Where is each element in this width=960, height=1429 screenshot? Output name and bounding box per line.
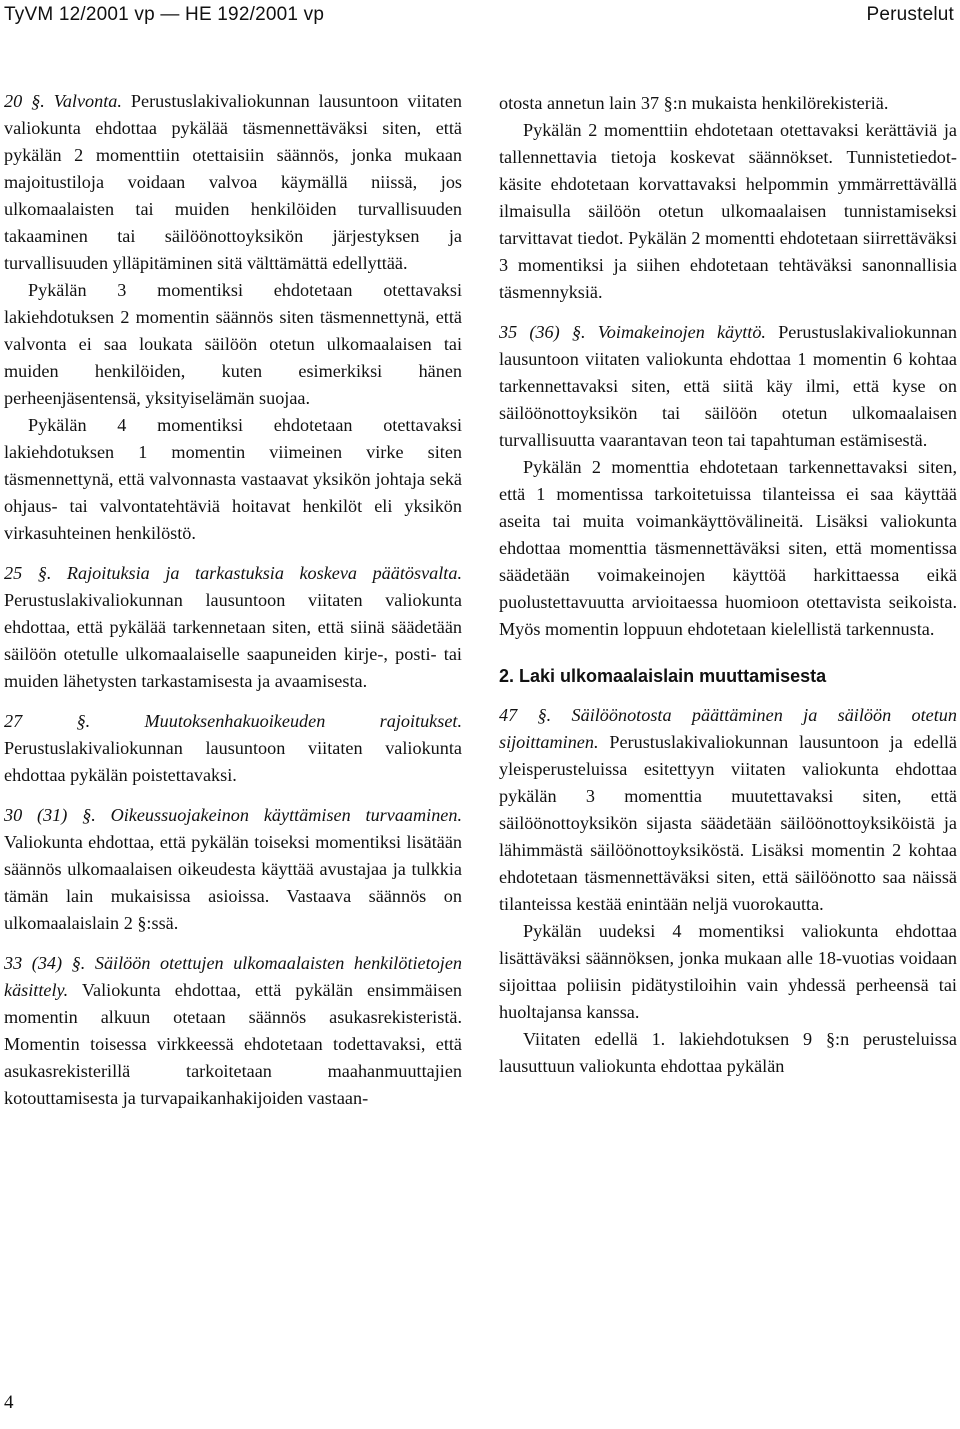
section-30-title: 30 (31) §. Oikeussuojakeinon käyttämisen turvaaminen. [4, 805, 462, 825]
section-35-title: 35 (36) §. Voimakeinojen käyttö. [499, 322, 766, 342]
section-20-p2: Pykälän 3 momentiksi ehdotetaan otettavaksi lakiehdotuksen 2 momentin säännös siten täsmennettynä, että valvonta ei saa loukata säilöön otetun ulkomaalaisen tai muiden henkilöiden, kuten esimerkiksi hänen perheenjäsentensä, yksityiselämän suojaa. [4, 280, 462, 408]
section-heading-2: 2. Laki ulkomaalaislain muuttamisesta [499, 666, 827, 686]
section-47-p1: 47 §. Säilöönotosta päättäminen ja säilöön otetun sijoittaminen. Perustuslakivaliokunnan lausuntoon ja edellä yleisperusteluissa esitettyyn viitaten valiokunta ehdottaa pykälän 3 momenttia muutettavaksi siten, että säilöönottoyksikön sijasta säädetään säilöönottoyksiköistä ja lähimmästä säilöönottoyksiköstä. Lisäksi momentin 2 kohtaa ehdotetaan täsmennettäväksi siten, että säilöönotto saa näissä tilanteissa kestää enintään neljä vuorokautta. [499, 705, 958, 914]
section-33: 33 (34) §. Säilöön otettujen ulkomaalaisten henkilötietojen käsittely. Valiokunta ehdottaa, että pykälän ensimmäisen momentin alkuun otetaan säännös asukasrekisteristä. Momentin toisessa virkkeessä ehdotetaan todettavaksi, että asukasrekisterillä tarkoitetaan maahanmuuttajien kotouttamisesta ja turvapaikanhakijoiden vastaan- [4, 953, 463, 1108]
section-20-p1: 20 §. Valvonta. Perustuslakivaliokunnan lausuntoon viitaten valiokunta ehdottaa pykälää täsmennettäväksi siten, että pykälän 2 momenttiin otettaisiin säännös, jonka mukaan majoitustiloja voidaan valvoa käymällä niissä, jos ulkomaalaisten tai muiden henkilöiden turvallisuuden takaaminen tai säilöönottoyksikön järjestyksen ja turvallisuuden ylläpitäminen sitä välttämättä edellyttää. [4, 91, 463, 273]
continued-paragraph: otosta annetun lain 37 §:n mukaista henkilörekisteriä. [499, 93, 889, 113]
section-33-title: 33 (34) §. Säilöön otettujen ulkomaalaisten henkilötietojen käsittely. [4, 953, 462, 1000]
section-35-p1: 35 (36) §. Voimakeinojen käyttö. Perustuslakivaliokunnan lausuntoon viitaten valiokunta ehdottaa 1 momentin 6 kohtaa tarkennettavaksi siten, että siitä käy ilmi, että kyse on säilöönottoyksikön tai säilöön otetun ulkomaalaisen turvallisuutta vaarantavan teon tai tapahtuman estämisestä. [499, 322, 958, 450]
section-27: 27 §. Muutoksenhakuoikeuden rajoitukset. Perustuslakivaliokunnan lausuntoon viitaten valiokunta ehdottaa pykälän poistettavaksi. [4, 711, 462, 785]
section-27-title: 27 §. Muutoksenhakuoikeuden rajoitukset. [4, 711, 462, 731]
page-number: 4 [4, 1392, 14, 1413]
section-25-title: 25 §. Rajoituksia ja tarkastuksia koskeva päätösvalta. [4, 563, 462, 583]
right-column [499, 90, 957, 1080]
running-header-left: TyVM 12/2001 vp — HE 192/2001 vp [4, 4, 325, 25]
left-column [4, 88, 462, 1112]
section-30: 30 (31) §. Oikeussuojakeinon käyttämisen turvaaminen. Valiokunta ehdottaa, että pykälän toiseksi momentiksi lisätään säännös ulkomaalaisen oikeudesta käyttää avustajaa ja tulkkia tämän lain mukaisissa asioissa. Vastaava säännös on ulkomaalaislain 2 §:ssä. [4, 805, 462, 933]
section-47-title: 47 §. Säilöönotosta päättäminen ja säilöön otetun sijoittaminen. [499, 705, 957, 752]
section-47-p3: Viitaten edellä 1. lakiehdotuksen 9 §:n perusteluissa lausuttuun valiokunta ehdottaa pykälän [499, 1029, 957, 1076]
section-33-p2: Pykälän 2 momenttiin ehdotetaan otettavaksi kerättäviä ja tallennettavia tietoja koskevat säännökset. Tunnistetiedot-käsite ehdotetaan korvattavaksi helpommin ymmärrettävällä ilmaisulla säilöön otetun ulkomaalaisen tunnistamiseksi tarvittavat tiedot. Pykälän 2 momentti ehdotetaan siirrettäväksi 3 momentiksi ja siihen ehdotetaan tehtäväksi sanonnallisia täsmennyksiä. [499, 120, 957, 302]
section-35-p2: Pykälän 2 momenttia ehdotetaan tarkennettavaksi siten, että 1 momentissa tarkoitetuissa tilanteissa ei saa käyttää aseita tai muita voimankäyttövälineitä. Lisäksi valiokunta ehdottaa momenttia täsmennettäväksi siten, että momentissa säädetään voimakeinojen käyttöä harkittaessa eikä puolustettavuutta arvioitaessa huomioon otettavista seikoista. Myös momentin loppuun ehdotetaan kielellistä tarkennusta. [499, 457, 957, 639]
section-20-p3: Pykälän 4 momentiksi ehdotetaan otettavaksi lakiehdotuksen 1 momentin viimeinen virke siten täsmennettynä, että valvonnasta vastaavat yksikön johtaja sekä ohjaus- tai valvontatehtäviä hoitavat henkilöt eli yksikön virkasuhteinen henkilöstö. [4, 415, 462, 543]
section-25: 25 §. Rajoituksia ja tarkastuksia koskeva päätösvalta. Perustuslakivaliokunnan lausuntoon viitaten valiokunta ehdottaa, että pykälää tarkennetaan siten, että siinä säädetään säilöön otetulle ulkomaalaiselle saapuneiden kirje-, posti- tai muiden lähetysten tarkastamisesta ja avaamisesta. [4, 563, 462, 691]
section-20-title: 20 §. Valvonta. [4, 91, 122, 111]
running-header-right: Perustelut [866, 4, 954, 25]
section-47-p2: Pykälän uudeksi 4 momentiksi valiokunta ehdottaa lisättäväksi säännöksen, jonka mukaan alle 18-vuotias voidaan sijoittaa poliisin pidätystiloihin vain yhdessä perheensä tai huoltajansa kanssa. [499, 921, 957, 1022]
